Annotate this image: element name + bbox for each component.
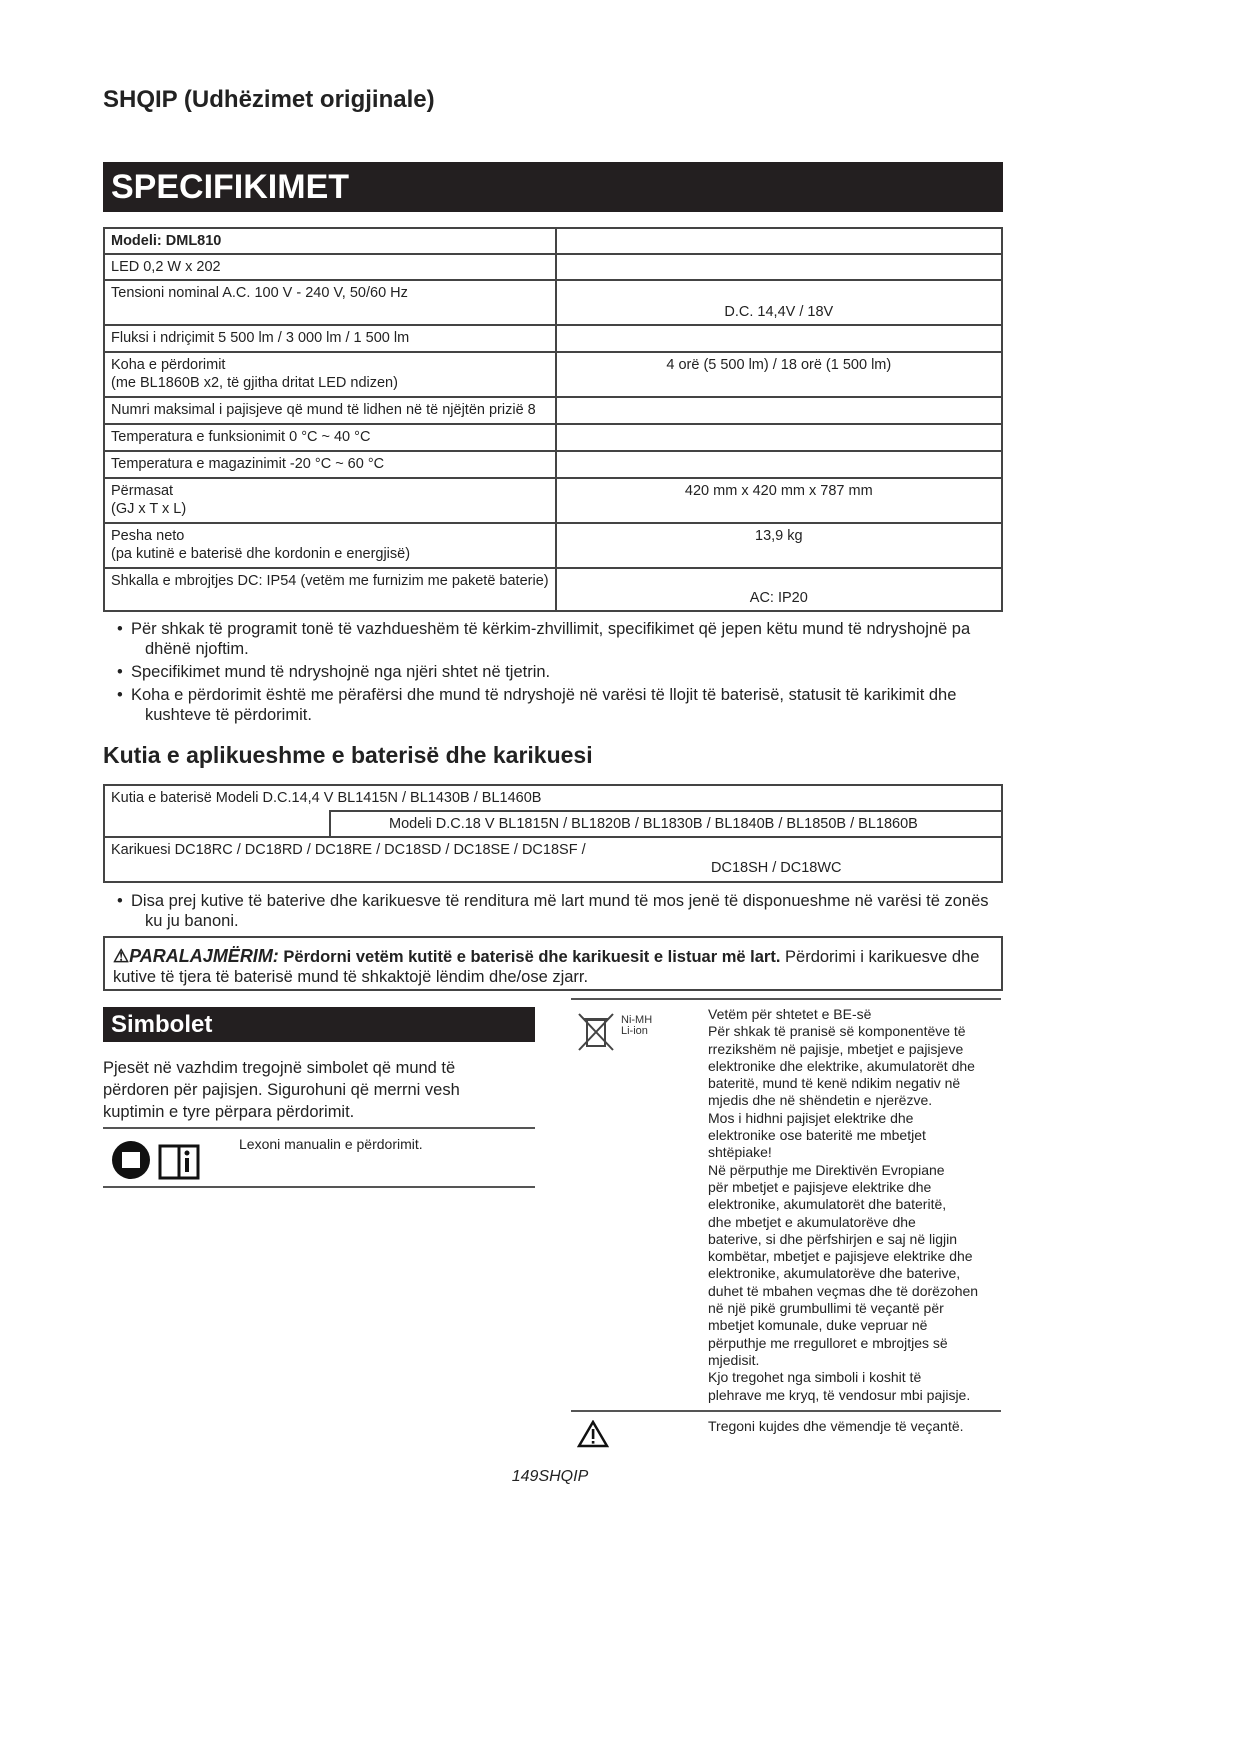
spec-label-text: Numri maksimal i pajisjeve që mund të lidhen në të njëjtën prizië 8 bbox=[111, 402, 536, 418]
weee-line: elektronike, akumulatorëve dhe baterive, bbox=[708, 1265, 961, 1282]
spec-label-text: Pesha neto bbox=[111, 528, 185, 544]
spec-label-text: Temperatura e magazinimit -20 °C ~ 60 °C bbox=[111, 456, 385, 472]
warning-label: PARALAJMËRIM: bbox=[129, 946, 279, 966]
spec-value: 420 mm x 420 mm x 787 mm bbox=[556, 478, 1002, 523]
spec-value: AC: IP20 bbox=[556, 568, 1002, 611]
spec-row bbox=[104, 478, 1002, 523]
warning-box bbox=[103, 936, 1003, 991]
spec-label bbox=[104, 280, 556, 325]
weee-line: rrezikshëm në pajisje, mbetjet e pajisjeve bbox=[708, 1040, 964, 1057]
spec-label bbox=[104, 523, 556, 568]
specs-table bbox=[103, 227, 1003, 612]
spec-label bbox=[104, 478, 556, 523]
spec-label bbox=[104, 424, 556, 451]
spec-label-sub: (pa kutinë e baterisë dhe kordonin e energjisë) bbox=[111, 546, 411, 562]
spec-label bbox=[104, 568, 556, 611]
spec-label bbox=[104, 352, 556, 397]
spec-value: D.C. 14,4V / 18V bbox=[556, 280, 1002, 325]
spec-row bbox=[104, 523, 1002, 568]
note: • Koha e përdorimit është me përafërsi dhe mund të ndryshojë në varësi të llojit të baterisë, statusit të karikimit dhe kushteve të përdorimit. bbox=[103, 685, 983, 725]
warning-text: Përdorimi i karikuesve dhe kutive të tjera të baterisë mund të shkaktojë lëndim dhe/ose zjarr. bbox=[113, 948, 980, 986]
spec-label-text: LED 0,2 W x 202 bbox=[111, 259, 221, 275]
warning-icon: ⚠ bbox=[113, 946, 130, 966]
spec-row bbox=[104, 228, 1002, 254]
spec-value bbox=[556, 397, 1002, 424]
note: • Disa prej kutive të baterive dhe karikuesve të renditura më lart mund të mos jenë të disponueshme në varësi të zonës ku ju banoni. bbox=[103, 891, 993, 931]
spec-label-text: Shkalla e mbrojtjes DC: IP54 (vetëm me furnizim me paketë baterie) bbox=[111, 573, 549, 589]
spec-label bbox=[104, 228, 556, 254]
spec-label bbox=[104, 254, 556, 280]
type-nimh: Ni-MH bbox=[621, 1014, 653, 1026]
symbols-heading: Simbolet bbox=[103, 1007, 535, 1042]
spec-value bbox=[556, 228, 1002, 254]
spec-value bbox=[556, 325, 1002, 352]
weee-text bbox=[708, 1006, 1008, 1404]
type-liion: Li-ion bbox=[621, 1025, 648, 1037]
weee-line: elektronike dhe elektrike, akumulatorët dhe bbox=[708, 1057, 975, 1074]
crossed-bin-icon bbox=[577, 1012, 615, 1057]
battery-table bbox=[103, 784, 1003, 883]
weee-line: Mos i hidhni pajisjet elektrike dhe bbox=[708, 1109, 914, 1126]
weee-line: elektronike ose bateritë me mbetjet bbox=[708, 1127, 926, 1144]
spec-label bbox=[104, 451, 556, 478]
caution-text: Tregoni kujdes dhe vëmendje të veçantë. bbox=[708, 1418, 964, 1434]
spec-label-sub: (GJ x T x L) bbox=[111, 501, 187, 517]
battery-row-14v: Kutia e baterisë Modeli D.C.14,4 V BL1415N / BL1430B / BL1460B bbox=[104, 785, 1002, 811]
charger-models: Karikuesi DC18RC / DC18RD / DC18RE / DC18SD / DC18SE / DC18SF / bbox=[111, 842, 586, 858]
charger-row bbox=[104, 837, 1002, 882]
weee-line: përputhje me rregulloret e mbrojtjes së bbox=[708, 1334, 948, 1351]
battery-heading: Kutia e aplikueshme e baterisë dhe karikuesi bbox=[103, 742, 593, 768]
weee-line: kombëtar, mbetjet e pajisjeve elektrike dhe bbox=[708, 1248, 973, 1265]
page-title: SHQIP (Udhëzimet origjinale) bbox=[103, 86, 435, 113]
spec-value bbox=[556, 424, 1002, 451]
spec-row bbox=[104, 325, 1002, 352]
spec-value: 4 orë (5 500 lm) / 18 orë (1 500 lm) bbox=[556, 352, 1002, 397]
spec-label-sub: (me BL1860B x2, të gjitha dritat LED ndizen) bbox=[111, 375, 398, 391]
weee-line: Për shkak të pranisë së komponentëve të bbox=[708, 1023, 966, 1040]
spec-label-text: Fluksi i ndriçimit 5 500 lm / 3 000 lm / 1 500 lm bbox=[111, 330, 410, 346]
battery-row-18v: Modeli D.C.18 V BL1815N / BL1820B / BL1830B / BL1840B / BL1850B / BL1860B bbox=[330, 811, 1002, 837]
spec-value bbox=[556, 254, 1002, 280]
weee-line: plehrave me kryq, të vendosur mbi pajisje. bbox=[708, 1386, 971, 1403]
warning-bold-text: Përdorni vetëm kutitë e baterisë dhe karikuesit e listuar më lart. bbox=[283, 948, 781, 966]
weee-line: elektronike, akumulatorët dhe bateritë, bbox=[708, 1196, 947, 1213]
weee-line: mjedis dhe në shëndetin e njerëzve. bbox=[708, 1092, 933, 1109]
weee-line: dhe mbetjet e akumulatorëve dhe bbox=[708, 1213, 916, 1230]
spec-value bbox=[556, 451, 1002, 478]
spec-label-text: Temperatura e funksionimit 0 °C ~ 40 °C bbox=[111, 429, 371, 445]
spec-label-text: Përmasat bbox=[111, 483, 174, 499]
weee-line: baterive, si dhe përfshirjen e saj në ligjin bbox=[708, 1230, 958, 1247]
spec-row bbox=[104, 424, 1002, 451]
weee-line: në një pikë grumbullimi të veçantë për bbox=[708, 1300, 944, 1317]
spec-row bbox=[104, 451, 1002, 478]
caution-icon bbox=[577, 1420, 609, 1453]
battery-notes bbox=[103, 891, 993, 934]
weee-line: Në përputhje me Direktivën Evropiane bbox=[708, 1161, 945, 1178]
weee-line: shtëpiake! bbox=[708, 1144, 772, 1161]
spec-row bbox=[104, 280, 1002, 325]
weee-line: bateritë, mund të kenë ndikim negativ në bbox=[708, 1075, 961, 1092]
weee-line: Kjo tregohet nga simboli i koshit të bbox=[708, 1369, 922, 1386]
battery-types bbox=[621, 1015, 652, 1037]
specs-notes bbox=[103, 619, 983, 728]
read-manual-text: Lexoni manualin e përdorimit. bbox=[239, 1136, 423, 1152]
symbols-intro: Pjesët në vazhdim tregojnë simbolet që mund të përdoren për pajisjen. Sigurohuni që merrni vesh kuptimin e tyre përpara përdorimit. bbox=[103, 1059, 460, 1121]
charger-models-2: DC18SH / DC18WC bbox=[711, 860, 842, 876]
note: • Specifikimet mund të ndryshojnë nga njëri shtet në tjetrin. bbox=[103, 662, 983, 682]
weee-line: mbetjet komunale, duke vepruar në bbox=[708, 1317, 928, 1334]
weee-line: Vetëm për shtetet e BE-së bbox=[708, 1006, 872, 1022]
weee-line: mjedisit. bbox=[708, 1351, 760, 1368]
spec-row bbox=[104, 352, 1002, 397]
spec-label-text: Tensioni nominal A.C. 100 V - 240 V, 50/60 Hz bbox=[111, 285, 408, 301]
spec-value: 13,9 kg bbox=[556, 523, 1002, 568]
spec-label-text: Koha e përdorimit bbox=[111, 357, 226, 373]
note: • Për shkak të programit tonë të vazhdueshëm të kërkim-zhvillimit, specifikimet që jepen këtu mund të ndryshojnë pa dhënë njoftim. bbox=[103, 619, 983, 659]
spec-row bbox=[104, 254, 1002, 280]
spec-label bbox=[104, 325, 556, 352]
specs-heading: SPECIFIKIMET bbox=[103, 162, 1003, 212]
weee-line: duhet të mbahen veçmas dhe të dorëzohen bbox=[708, 1282, 979, 1299]
spec-label-text: Modeli: DML810 bbox=[111, 233, 222, 249]
spec-row bbox=[104, 397, 1002, 424]
weee-line: për mbetjet e pajisjeve elektrike dhe bbox=[708, 1178, 932, 1195]
read-manual-icon bbox=[110, 1140, 202, 1187]
spec-label bbox=[104, 397, 556, 424]
page-number: 149SHQIP bbox=[511, 1468, 589, 1485]
spec-row bbox=[104, 568, 1002, 611]
